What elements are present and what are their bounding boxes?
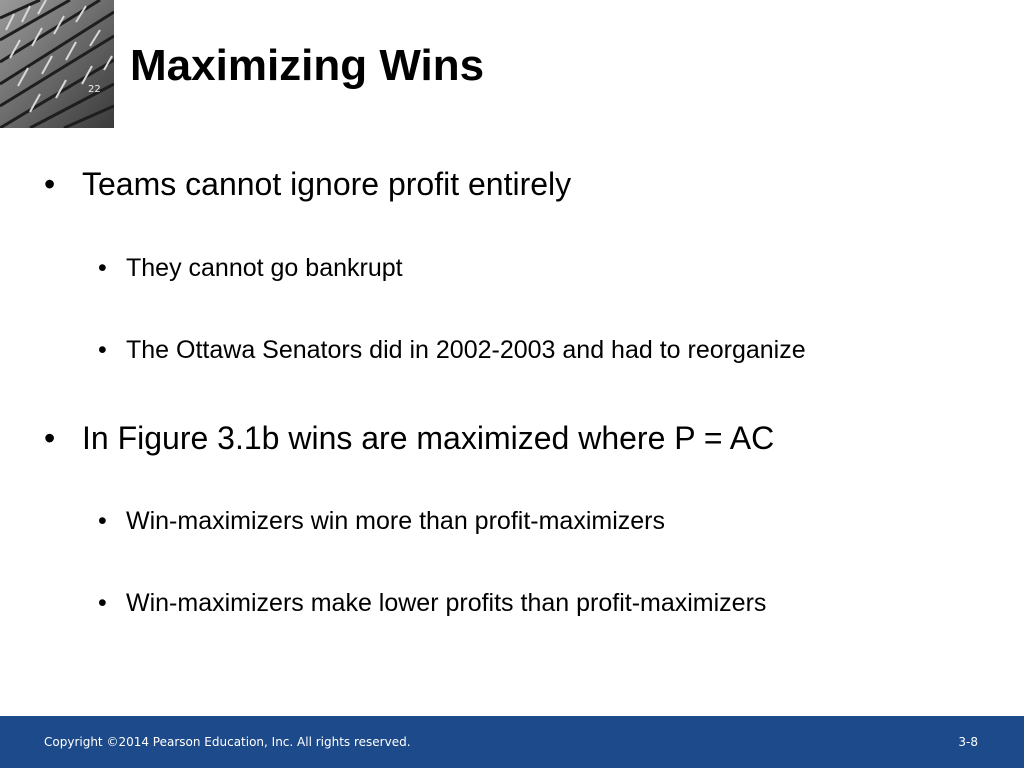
- bullet-text: The Ottawa Senators did in 2002-2003 and had to reorganize: [126, 336, 806, 364]
- svg-text:22: 22: [88, 84, 101, 95]
- bullet-marker: •: [98, 254, 107, 282]
- bullet-marker: •: [44, 420, 56, 456]
- bullet-marker: •: [98, 507, 107, 535]
- bullet-text: They cannot go bankrupt: [126, 254, 403, 282]
- sub-bullet-1-2: [98, 336, 806, 365]
- sub-bullet-2-2: [98, 589, 766, 618]
- bullet-text: In Figure 3.1b wins are maximized where P = AC: [82, 420, 775, 456]
- bullet-text: Teams cannot ignore profit entirely: [82, 166, 572, 202]
- bullet-text: Win-maximizers win more than profit-maximizers: [126, 507, 665, 535]
- bullet-marker: •: [98, 589, 107, 617]
- bullet-marker: •: [98, 336, 107, 364]
- copyright-text: Copyright ©2014 Pearson Education, Inc. All rights reserved.: [44, 735, 411, 749]
- bullet-text: Win-maximizers make lower profits than profit-maximizers: [126, 589, 767, 617]
- slide-title: Maximizing Wins: [130, 41, 485, 90]
- footer-bar: [0, 716, 1024, 768]
- stadium-seats-photo: [0, 0, 114, 128]
- bullet-marker: •: [44, 166, 56, 202]
- bullet-2: [44, 420, 774, 457]
- sub-bullet-1-1: [98, 254, 403, 283]
- bullet-1: [44, 166, 571, 203]
- page-number: 3-8: [958, 735, 978, 749]
- sub-bullet-2-1: [98, 507, 665, 536]
